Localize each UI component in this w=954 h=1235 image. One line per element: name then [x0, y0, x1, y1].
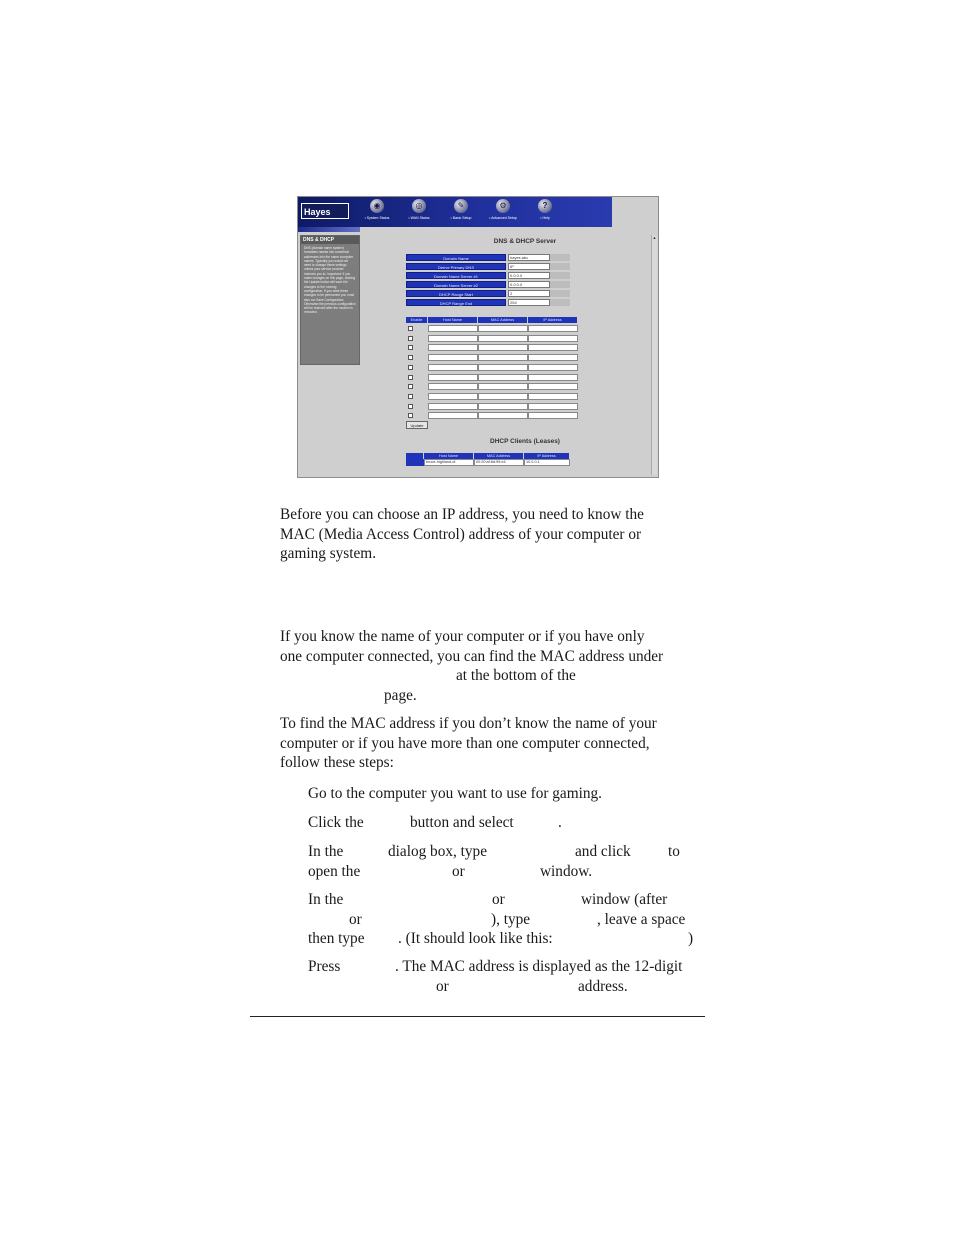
text-line: MAC (Media Access Control) address of your computer or — [280, 525, 642, 543]
host-row — [406, 344, 578, 352]
host-name-input[interactable] — [428, 403, 478, 410]
client-host: bruce-highland-di — [424, 459, 474, 466]
host-name-input[interactable] — [428, 335, 478, 342]
enable-checkbox[interactable] — [408, 355, 413, 360]
text-fragment: address. — [578, 977, 628, 995]
text-fragment: or — [349, 910, 362, 928]
text-fragment: ), type — [491, 910, 531, 928]
text-fragment: or — [436, 977, 449, 995]
header-filler — [612, 197, 658, 235]
text-line: follow these steps: — [280, 754, 394, 771]
enable-checkbox[interactable] — [408, 413, 413, 418]
dns-dhcp-panel — [362, 235, 648, 475]
dhcp-clients-title: DHCP Clients (Leases) — [490, 438, 560, 445]
enable-checkbox[interactable] — [408, 345, 413, 350]
text-fragment: dialog box, type — [388, 843, 487, 860]
col-header: Host Name — [424, 453, 474, 459]
nav-basic-setup[interactable] — [446, 199, 476, 220]
host-row — [406, 383, 578, 391]
update-button[interactable]: Update — [406, 421, 428, 429]
nav-label: • Basic Setup — [450, 216, 472, 220]
text-fragment: and click — [575, 843, 631, 860]
steps-intro-paragraph — [280, 714, 705, 773]
ip-address-input[interactable] — [528, 344, 578, 351]
enable-checkbox[interactable] — [408, 384, 413, 389]
host-row — [406, 403, 578, 411]
enable-checkbox[interactable] — [408, 394, 413, 399]
system-status-icon: ◉ — [370, 199, 384, 213]
form-pad — [550, 281, 570, 288]
dns1-input[interactable]: 0.0.0.0 — [508, 272, 550, 279]
domain-name-input[interactable]: hayes.abc — [508, 254, 550, 261]
sidebar-heading: DNS & DHCP — [301, 236, 359, 244]
help-sidebar — [300, 235, 360, 365]
ip-address-input[interactable] — [528, 335, 578, 342]
host-row — [406, 325, 578, 333]
host-row — [406, 374, 578, 382]
help-icon: ? — [538, 199, 552, 213]
text-line: computer or if you have more than one computer connected, — [280, 734, 650, 752]
host-row — [406, 364, 578, 372]
mac-address-input[interactable] — [478, 344, 528, 351]
host-row — [406, 393, 578, 401]
enable-checkbox[interactable] — [408, 365, 413, 370]
host-row — [406, 354, 578, 362]
host-name-input[interactable] — [428, 354, 478, 361]
text-fragment: In the — [308, 891, 344, 908]
ip-address-input[interactable] — [528, 364, 578, 371]
basic-setup-icon: ✎ — [454, 199, 468, 213]
mac-address-input[interactable] — [478, 325, 528, 332]
step-1 — [308, 784, 698, 804]
host-name-input[interactable] — [428, 374, 478, 381]
text-fragment: or — [452, 862, 465, 880]
text-line: at the bottom of the — [456, 667, 576, 684]
known-name-paragraph — [280, 627, 705, 705]
text-line: page. — [384, 686, 417, 704]
text-fragment: Click the — [308, 814, 364, 831]
mac-address-input[interactable] — [478, 412, 528, 419]
text-line: gaming system. — [280, 545, 377, 562]
enable-checkbox[interactable] — [408, 404, 413, 409]
ip-address-input[interactable] — [528, 354, 578, 361]
host-name-input[interactable] — [428, 344, 478, 351]
enable-checkbox[interactable] — [408, 326, 413, 331]
dns2-input[interactable]: 0.0.0.0 — [508, 281, 550, 288]
text-fragment: In the — [308, 843, 344, 860]
text-fragment: . (It should look like this: — [398, 930, 553, 947]
text-fragment: ) — [688, 930, 694, 947]
mac-address-input[interactable] — [478, 335, 528, 342]
text-line: one computer connected, you can find the MAC address under — [280, 647, 664, 665]
form-pad — [550, 290, 570, 297]
mac-address-input[interactable] — [478, 374, 528, 381]
router-screenshot — [297, 196, 659, 478]
client-mac: 00:20:af:8d:99:e4 — [474, 459, 524, 466]
derive-dns-input[interactable]: IP — [508, 263, 550, 270]
nav-label: • System Status — [364, 216, 390, 220]
mac-address-input[interactable] — [478, 364, 528, 371]
text-fragment: button and select — [410, 814, 514, 831]
text-line: If you know the name of your computer or if you have only — [280, 628, 645, 645]
text-fragment: window. — [540, 862, 593, 880]
nav-advanced-setup[interactable] — [488, 199, 518, 220]
text-line: Before you can choose an IP address, you need to know the — [280, 506, 644, 523]
client-ip: 10.0.0.1 — [524, 459, 570, 466]
advanced-setup-icon: ⚙ — [496, 199, 510, 213]
scroll-up-icon[interactable]: ▲ — [652, 235, 657, 240]
mac-address-input[interactable] — [478, 354, 528, 361]
host-name-input[interactable] — [428, 383, 478, 390]
step-4 — [308, 890, 698, 949]
nav-label: • WAN Status — [408, 216, 430, 220]
ip-address-input[interactable] — [528, 383, 578, 390]
nav-wan-status[interactable] — [404, 199, 434, 220]
ip-address-input[interactable] — [528, 403, 578, 410]
nav-stripe — [298, 227, 360, 232]
wan-status-icon: ◎ — [412, 199, 426, 213]
text-fragment: to — [668, 843, 680, 860]
form-pad — [550, 254, 570, 261]
form-pad — [550, 272, 570, 279]
enable-checkbox[interactable] — [408, 336, 413, 341]
text-fragment: Press — [308, 958, 341, 975]
hayes-logo: Hayes — [301, 203, 349, 219]
mac-address-input[interactable] — [478, 393, 528, 400]
form-label: Derive Primary DNS — [406, 263, 506, 270]
step-3 — [308, 842, 698, 881]
text-fragment: . — [558, 814, 562, 831]
footer-rule — [250, 1016, 705, 1017]
text-fragment: , leave a space — [597, 910, 686, 928]
step-5 — [308, 957, 698, 996]
form-label: DHCP Range End — [406, 299, 506, 306]
text-line: To find the MAC address if you don’t know the name of your — [280, 715, 657, 732]
dns-dhcp-title: DNS & DHCP Server — [493, 238, 557, 245]
host-name-input[interactable] — [428, 364, 478, 371]
form-label: DHCP Range Start — [406, 290, 506, 297]
col-header: Host Name — [428, 317, 478, 323]
col-header: IP Address — [524, 453, 570, 459]
text-fragment: . The MAC address is displayed as the 12-digit — [395, 958, 683, 975]
client-row — [406, 459, 570, 466]
col-header: MAC Address — [474, 453, 524, 459]
nav-label: • Help — [540, 216, 550, 220]
form-label: Domain Name — [406, 254, 506, 261]
ip-address-input[interactable] — [528, 374, 578, 381]
text-fragment: then type — [308, 930, 365, 947]
range-start-input[interactable]: 2 — [508, 290, 550, 297]
intro-paragraph — [280, 505, 705, 564]
form-pad — [550, 263, 570, 270]
enable-checkbox[interactable] — [408, 375, 413, 380]
col-header: Enable — [406, 317, 428, 323]
col-header: IP Address — [528, 317, 578, 323]
range-end-input[interactable]: 254 — [508, 299, 550, 306]
col-header: MAC Address — [478, 317, 528, 323]
text-fragment: window (after — [581, 891, 668, 908]
host-name-input[interactable] — [428, 325, 478, 332]
nav-system-status[interactable] — [362, 199, 392, 220]
form-label: Domain Name Server #2 — [406, 281, 506, 288]
mac-address-input[interactable] — [478, 383, 528, 390]
text-fragment: open the — [308, 862, 361, 880]
ip-address-input[interactable] — [528, 325, 578, 332]
form-label: Domain Name Server #1 — [406, 272, 506, 279]
ip-address-input[interactable] — [528, 412, 578, 419]
host-row — [406, 412, 578, 420]
nav-label: • Advanced Setup — [489, 216, 517, 220]
nav-help[interactable] — [530, 199, 560, 220]
sidebar-help-text: DNS (domain name system) translates names into numerical addresses into the name computer names. Typically you would not need to change these settings unless your service provider instructs you to. Important: If you make changes on this page, clicking the Update button will save the changes to the running configuration. If you want these changes to be permanent you must also run Save Configuration. Otherwise the previous configuration will be restored after the modem is rebooted. — [304, 246, 356, 315]
text-fragment: or — [492, 891, 505, 908]
host-name-input[interactable] — [428, 393, 478, 400]
ip-address-input[interactable] — [528, 393, 578, 400]
row-marker — [406, 459, 424, 466]
mac-address-input[interactable] — [478, 403, 528, 410]
host-name-input[interactable] — [428, 412, 478, 419]
router-header-bar — [298, 197, 612, 227]
step-2 — [308, 813, 698, 833]
vertical-scrollbar[interactable] — [651, 235, 657, 475]
host-row — [406, 335, 578, 343]
form-pad — [550, 299, 570, 306]
text-fragment: Go to the computer you want to use for gaming. — [308, 785, 602, 802]
